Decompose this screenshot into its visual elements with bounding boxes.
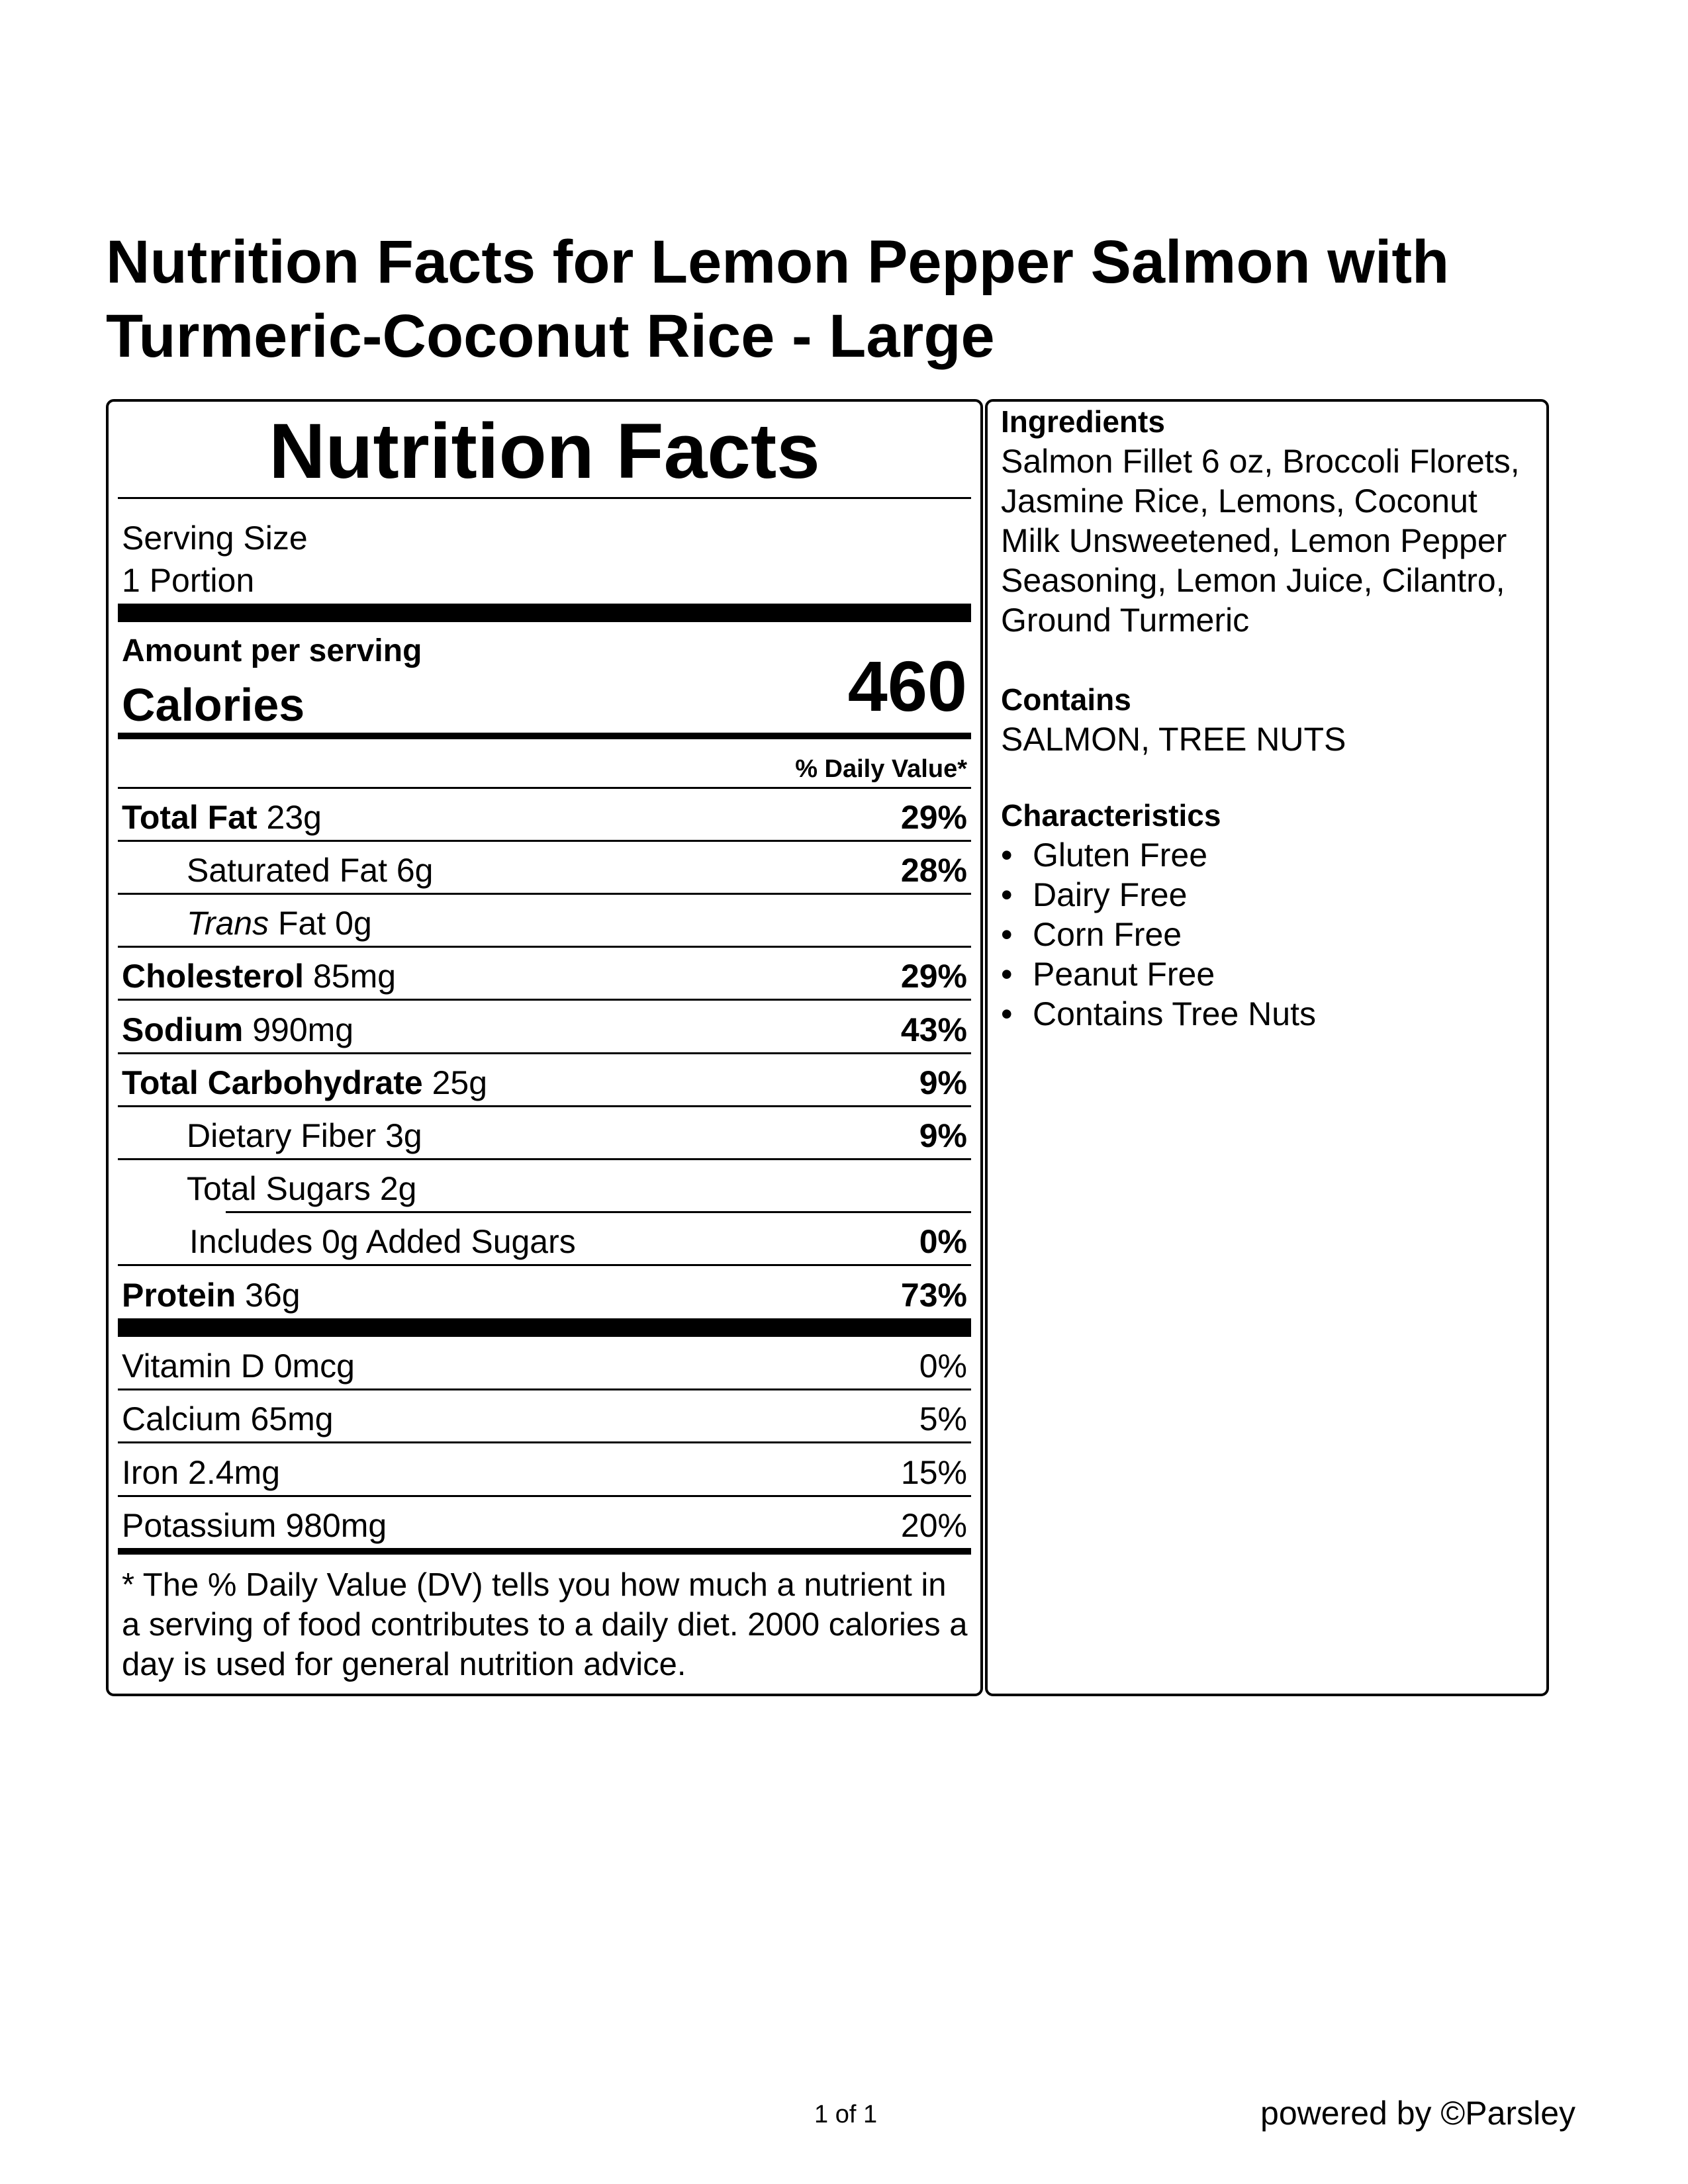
ingredients-text: Salmon Fillet 6 oz, Broccoli Florets, Jasmine Rice, Lemons, Coconut Milk Unsweetened, Lemon Pepper Seasoning, Lemon Juice, Cilantro, Ground Turmeric [1001,443,1520,639]
list-item: • Dairy Free [1001,875,1316,915]
ingredients-heading: Ingredients [1001,404,1165,439]
divider [118,1495,971,1497]
cholesterol-row [122,956,396,996]
divider [118,1105,971,1107]
list-item: • Contains Tree Nuts [1001,994,1316,1034]
medium-divider [118,1548,971,1555]
calories-label: Calories [122,679,305,731]
iron-dv: 15% [900,1454,967,1491]
divider [118,999,971,1001]
trans-fat-rest: Fat 0g [278,905,372,942]
dietary-fiber-name: Dietary Fiber 3g [187,1117,422,1154]
serving-size-label: Serving Size [122,520,308,557]
cholesterol-dv: 29% [900,958,967,995]
divider [118,787,971,789]
vitamin-d-dv: 0% [919,1347,967,1385]
protein-amount: 36g [245,1277,301,1314]
divider [118,1158,971,1160]
divider [226,1211,971,1213]
total-fat-dv: 29% [900,799,967,836]
nutrition-facts-heading: Nutrition Facts [269,408,820,495]
daily-value-header: % Daily Value* [795,755,967,783]
saturated-fat-dv: 28% [900,852,967,889]
cholesterol-name: Cholesterol [122,958,305,995]
sodium-name: Sodium [122,1011,244,1048]
list-item: • Gluten Free [1001,835,1316,875]
amount-per-serving: Amount per serving [122,633,422,668]
total-carbohydrate-name: Total Carbohydrate [122,1064,423,1101]
page-title: Nutrition Facts for Lemon Pepper Salmon with Turmeric-Coconut Rice - Large [106,228,1450,370]
added-sugars-dv: 0% [919,1223,967,1260]
total-fat-amount: 23g [266,799,322,836]
calories-value: 460 [847,646,967,726]
potassium-name: Potassium 980mg [122,1507,387,1544]
divider [118,946,971,948]
characteristics-list [1001,835,1316,1034]
list-item: • Peanut Free [1001,954,1316,994]
total-fat-row [122,797,322,837]
total-sugars-name: Total Sugars 2g [187,1170,417,1207]
total-carbohydrate-row [122,1063,487,1103]
daily-value-footnote: * The % Daily Value (DV) tells you how much a nutrient in a serving of food contributes to a daily diet. 2000 calories a day is used for general nutrition advice. [122,1567,968,1682]
protein-name: Protein [122,1277,236,1314]
divider [118,1441,971,1443]
thick-divider [118,604,971,622]
vitamin-d-name: Vitamin D 0mcg [122,1347,355,1385]
trans-fat-row [187,903,372,943]
contains-heading: Contains [1001,682,1131,717]
added-sugars-name: Includes 0g Added Sugars [189,1223,576,1260]
potassium-dv: 20% [900,1507,967,1544]
divider [118,497,971,499]
contains-text: SALMON, TREE NUTS [1001,721,1346,758]
page-number: 1 of 1 [814,2101,878,2128]
divider [118,893,971,895]
total-carbohydrate-amount: 25g [432,1064,488,1101]
sodium-row [122,1010,353,1050]
protein-row [122,1275,301,1315]
total-carbohydrate-dv: 9% [919,1064,967,1101]
protein-dv: 73% [900,1277,967,1314]
divider [118,1388,971,1390]
saturated-fat-name: Saturated Fat 6g [187,852,434,889]
calcium-dv: 5% [919,1400,967,1437]
product-info-panel [985,399,1549,1696]
divider [118,1264,971,1266]
divider [118,840,971,842]
medium-divider [118,733,971,739]
trans-fat-italic: Trans [187,905,269,942]
calcium-name: Calcium 65mg [122,1400,334,1437]
list-item: • Corn Free [1001,915,1316,954]
divider [118,1052,971,1054]
serving-size-value: 1 Portion [122,562,255,599]
dietary-fiber-dv: 9% [919,1117,967,1154]
iron-name: Iron 2.4mg [122,1454,281,1491]
cholesterol-amount: 85mg [312,958,397,995]
sodium-dv: 43% [900,1011,967,1048]
total-fat-name: Total Fat [122,799,258,836]
characteristics-heading: Characteristics [1001,798,1221,833]
nutrition-facts-panel [106,399,983,1696]
powered-by: powered by ©Parsley [1260,2095,1575,2132]
sodium-amount: 990mg [252,1011,354,1048]
thick-divider [118,1318,971,1337]
